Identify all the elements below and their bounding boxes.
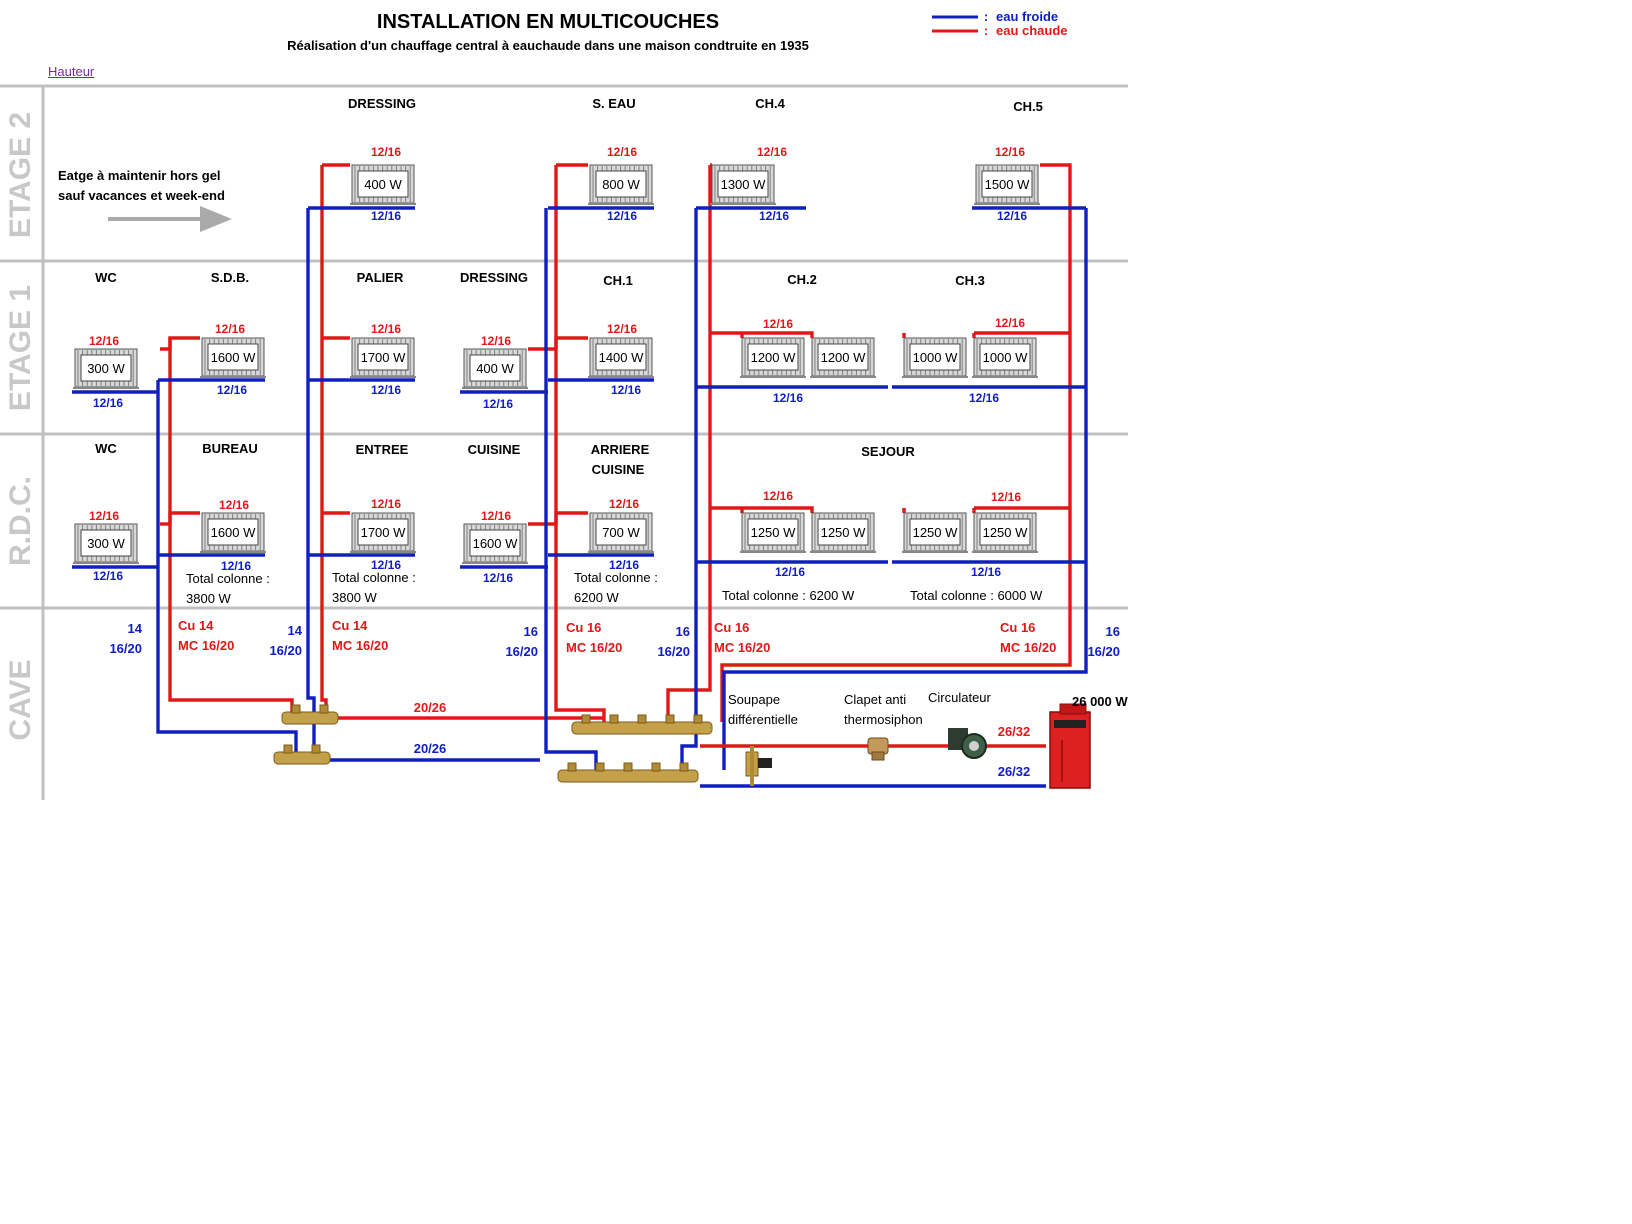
room-label: SEJOUR bbox=[861, 444, 915, 459]
pipe-size-label: 12/16 bbox=[758, 209, 790, 223]
legend-colon: : bbox=[983, 9, 989, 24]
room-label: DRESSING bbox=[348, 96, 416, 111]
pump-label: Circulateur bbox=[928, 690, 991, 705]
pipe-size-label: 12/16 bbox=[370, 145, 402, 159]
radiator bbox=[740, 513, 806, 552]
radiator bbox=[810, 338, 876, 377]
column-total: Total colonne : bbox=[332, 570, 416, 585]
riser-size: 16/20 bbox=[657, 644, 690, 659]
pipe bbox=[528, 513, 588, 524]
radiator bbox=[200, 513, 266, 552]
radiator bbox=[350, 513, 416, 552]
room-label: CH.1 bbox=[603, 273, 633, 288]
pipe bbox=[160, 338, 200, 349]
valve-label: Soupape bbox=[728, 692, 781, 707]
pipe-size-label: 12/16 bbox=[370, 497, 402, 511]
radiator-power: 1600 W bbox=[210, 525, 256, 540]
riser-size: Cu 16 bbox=[1000, 620, 1036, 635]
pipe-size-label: 26/32 bbox=[997, 724, 1031, 739]
radiator bbox=[588, 338, 654, 377]
room-label: CUISINE bbox=[591, 462, 645, 477]
radiator bbox=[588, 513, 654, 552]
radiator bbox=[73, 524, 139, 563]
floor-label: ETAGE 2 bbox=[3, 111, 37, 239]
pipe-size-label: 20/26 bbox=[413, 741, 447, 756]
pipe-size-label: 12/16 bbox=[990, 490, 1022, 504]
radiator-power: 1250 W bbox=[912, 525, 958, 540]
pipe-size-label: 26/32 bbox=[997, 764, 1031, 779]
radiator-power: 1000 W bbox=[912, 350, 958, 365]
radiator-power: 800 W bbox=[602, 177, 640, 192]
riser-size: 14 bbox=[287, 623, 302, 638]
radiator-power: 1200 W bbox=[750, 350, 796, 365]
radiator-power: 1700 W bbox=[360, 525, 406, 540]
valve-label: différentielle bbox=[728, 712, 798, 727]
pipe bbox=[710, 333, 812, 338]
room-label: S.D.B. bbox=[210, 270, 250, 285]
column-total: Total colonne : bbox=[574, 570, 658, 585]
riser-size: 16 bbox=[1105, 624, 1120, 639]
radiator bbox=[462, 349, 528, 388]
pipe bbox=[528, 338, 588, 349]
pipe-size-label: 12/16 bbox=[370, 209, 402, 223]
column-total-value: 6200 W bbox=[574, 590, 619, 605]
riser-hot bbox=[322, 165, 326, 712]
pipe bbox=[170, 513, 200, 524]
pipe-size-label: 12/16 bbox=[88, 334, 120, 348]
room-label: WC bbox=[95, 441, 117, 456]
diagram-title: INSTALLATION EN MULTICOUCHES bbox=[376, 11, 720, 33]
boiler-power: 26 000 W bbox=[1072, 694, 1128, 709]
riser-size: 16/20 bbox=[109, 641, 142, 656]
legend-label: eau froide bbox=[996, 9, 1059, 24]
pipe-size-label: 12/16 bbox=[482, 397, 514, 411]
pipe-size-label: 12/16 bbox=[220, 559, 252, 573]
column-total: Total colonne : 6000 W bbox=[910, 588, 1043, 603]
radiator-power: 1250 W bbox=[820, 525, 866, 540]
column-total: Total colonne : bbox=[186, 571, 270, 586]
riser-size: 16/20 bbox=[1087, 644, 1120, 659]
circulator-pump-icon bbox=[948, 728, 986, 758]
pipe-size-label: 12/16 bbox=[606, 322, 638, 336]
riser-size: 16/20 bbox=[269, 643, 302, 658]
radiator-power: 1700 W bbox=[360, 350, 406, 365]
room-label: CUISINE bbox=[467, 442, 521, 457]
riser-size: Cu 14 bbox=[332, 618, 368, 633]
radiator-power: 400 W bbox=[476, 361, 514, 376]
radiator bbox=[350, 165, 416, 204]
radiator bbox=[974, 165, 1040, 204]
pipe-size-label: 12/16 bbox=[214, 322, 246, 336]
room-label: CH.2 bbox=[787, 272, 817, 287]
room-label: PALIER bbox=[356, 270, 404, 285]
riser-size: MC 16/20 bbox=[332, 638, 389, 653]
manifold bbox=[558, 763, 698, 782]
pipe-size-label: 12/16 bbox=[762, 489, 794, 503]
manifold bbox=[274, 745, 330, 764]
riser-size: 14 bbox=[127, 621, 142, 636]
pipe-size-label: 12/16 bbox=[608, 558, 640, 572]
pipe-size-label: 12/16 bbox=[370, 383, 402, 397]
arrow-icon bbox=[200, 206, 232, 232]
pipe-size-label: 12/16 bbox=[762, 317, 794, 331]
pipe-size-label: 12/16 bbox=[968, 391, 1000, 405]
radiator bbox=[588, 165, 654, 204]
check-valve-icon bbox=[868, 738, 888, 760]
room-label: S. EAU bbox=[592, 96, 636, 111]
riser-size: 16 bbox=[675, 624, 690, 639]
pipe-size-label: 12/16 bbox=[482, 571, 514, 585]
check-valve-label: Clapet anti bbox=[844, 692, 907, 707]
riser-size: 16 bbox=[523, 624, 538, 639]
radiator-power: 1600 W bbox=[210, 350, 256, 365]
pipe-size-label: 12/16 bbox=[994, 145, 1026, 159]
riser-cold bbox=[682, 208, 696, 770]
legend-colon: : bbox=[983, 23, 989, 38]
riser-size: Cu 14 bbox=[178, 618, 214, 633]
pipe-size-label: 12/16 bbox=[216, 383, 248, 397]
hauteur-link[interactable]: Hauteur bbox=[48, 64, 95, 79]
radiator bbox=[200, 338, 266, 377]
riser-size: MC 16/20 bbox=[566, 640, 623, 655]
radiator-power: 1400 W bbox=[598, 350, 644, 365]
room-label: WC bbox=[95, 270, 117, 285]
pipe-size-label: 12/16 bbox=[370, 322, 402, 336]
riser-cold bbox=[308, 208, 314, 752]
radiator-power: 1300 W bbox=[720, 177, 766, 192]
legend-label: eau chaude bbox=[996, 23, 1068, 38]
pipe-size-label: 12/16 bbox=[92, 396, 124, 410]
riser-size: Cu 16 bbox=[714, 620, 750, 635]
boiler-icon bbox=[1050, 704, 1090, 788]
riser-size: MC 16/20 bbox=[714, 640, 771, 655]
room-label: ENTREE bbox=[355, 442, 409, 457]
radiator-power: 400 W bbox=[364, 177, 402, 192]
room-label: CH.4 bbox=[755, 96, 785, 111]
pipe-size-label: 12/16 bbox=[606, 209, 638, 223]
radiator bbox=[740, 338, 806, 377]
differential-valve-icon bbox=[746, 746, 772, 786]
radiator bbox=[810, 513, 876, 552]
radiator-power: 1200 W bbox=[820, 350, 866, 365]
diagram-subtitle: Réalisation d'un chauffage central à eauchaude dans une maison condtruite en 1935 bbox=[287, 38, 809, 53]
pipe-size-label: 12/16 bbox=[606, 145, 638, 159]
pipe-size-label: 12/16 bbox=[772, 391, 804, 405]
pipe-size-label: 12/16 bbox=[88, 509, 120, 523]
room-label: DRESSING bbox=[460, 270, 528, 285]
pipe-size-label: 12/16 bbox=[480, 509, 512, 523]
radiator bbox=[972, 513, 1038, 552]
pipe-size-label: 12/16 bbox=[480, 334, 512, 348]
pipe-size-label: 12/16 bbox=[608, 497, 640, 511]
room-label: ARRIERE bbox=[590, 442, 650, 457]
riser-size: MC 16/20 bbox=[178, 638, 235, 653]
pipe-size-label: 12/16 bbox=[610, 383, 642, 397]
column-total-value: 3800 W bbox=[332, 590, 377, 605]
pipe-size-label: 12/16 bbox=[970, 565, 1002, 579]
radiator bbox=[972, 338, 1038, 377]
radiator bbox=[350, 338, 416, 377]
radiator-power: 1500 W bbox=[984, 177, 1030, 192]
riser-size: Cu 16 bbox=[566, 620, 602, 635]
pipe-size-label: 12/16 bbox=[994, 316, 1026, 330]
radiator bbox=[710, 165, 776, 204]
column-total: Total colonne : 6200 W bbox=[722, 588, 855, 603]
pipe-size-label: 20/26 bbox=[413, 700, 447, 715]
radiator bbox=[73, 349, 139, 388]
floor-label: ETAGE 1 bbox=[3, 284, 37, 412]
riser-cold bbox=[546, 208, 596, 770]
radiator bbox=[462, 524, 528, 563]
check-valve-label: thermosiphon bbox=[844, 712, 923, 727]
radiator-power: 300 W bbox=[87, 536, 125, 551]
radiator-power: 1600 W bbox=[472, 536, 518, 551]
riser-size: MC 16/20 bbox=[1000, 640, 1057, 655]
radiator-power: 1250 W bbox=[982, 525, 1028, 540]
pipe-size-label: 12/16 bbox=[370, 558, 402, 572]
riser-size: 16/20 bbox=[505, 644, 538, 659]
note-line2: sauf vacances et week-end bbox=[58, 188, 225, 203]
pipe bbox=[710, 508, 812, 513]
pipe-size-label: 12/16 bbox=[92, 569, 124, 583]
column-total-value: 3800 W bbox=[186, 591, 231, 606]
room-label: CH.5 bbox=[1013, 99, 1043, 114]
radiator-power: 700 W bbox=[602, 525, 640, 540]
pipe-size-label: 12/16 bbox=[774, 565, 806, 579]
radiator-power: 1250 W bbox=[750, 525, 796, 540]
note-line1: Eatge à maintenir hors gel bbox=[58, 168, 221, 183]
pipe-size-label: 12/16 bbox=[756, 145, 788, 159]
radiator bbox=[902, 338, 968, 377]
room-label: CH.3 bbox=[955, 273, 985, 288]
pipe-size-label: 12/16 bbox=[218, 498, 250, 512]
radiator bbox=[902, 513, 968, 552]
room-label: BUREAU bbox=[202, 441, 258, 456]
pipe-size-label: 12/16 bbox=[996, 209, 1028, 223]
radiator-power: 1000 W bbox=[982, 350, 1028, 365]
floor-label: CAVE bbox=[3, 659, 37, 741]
floor-label: R.D.C. bbox=[3, 476, 37, 566]
radiator-power: 300 W bbox=[87, 361, 125, 376]
